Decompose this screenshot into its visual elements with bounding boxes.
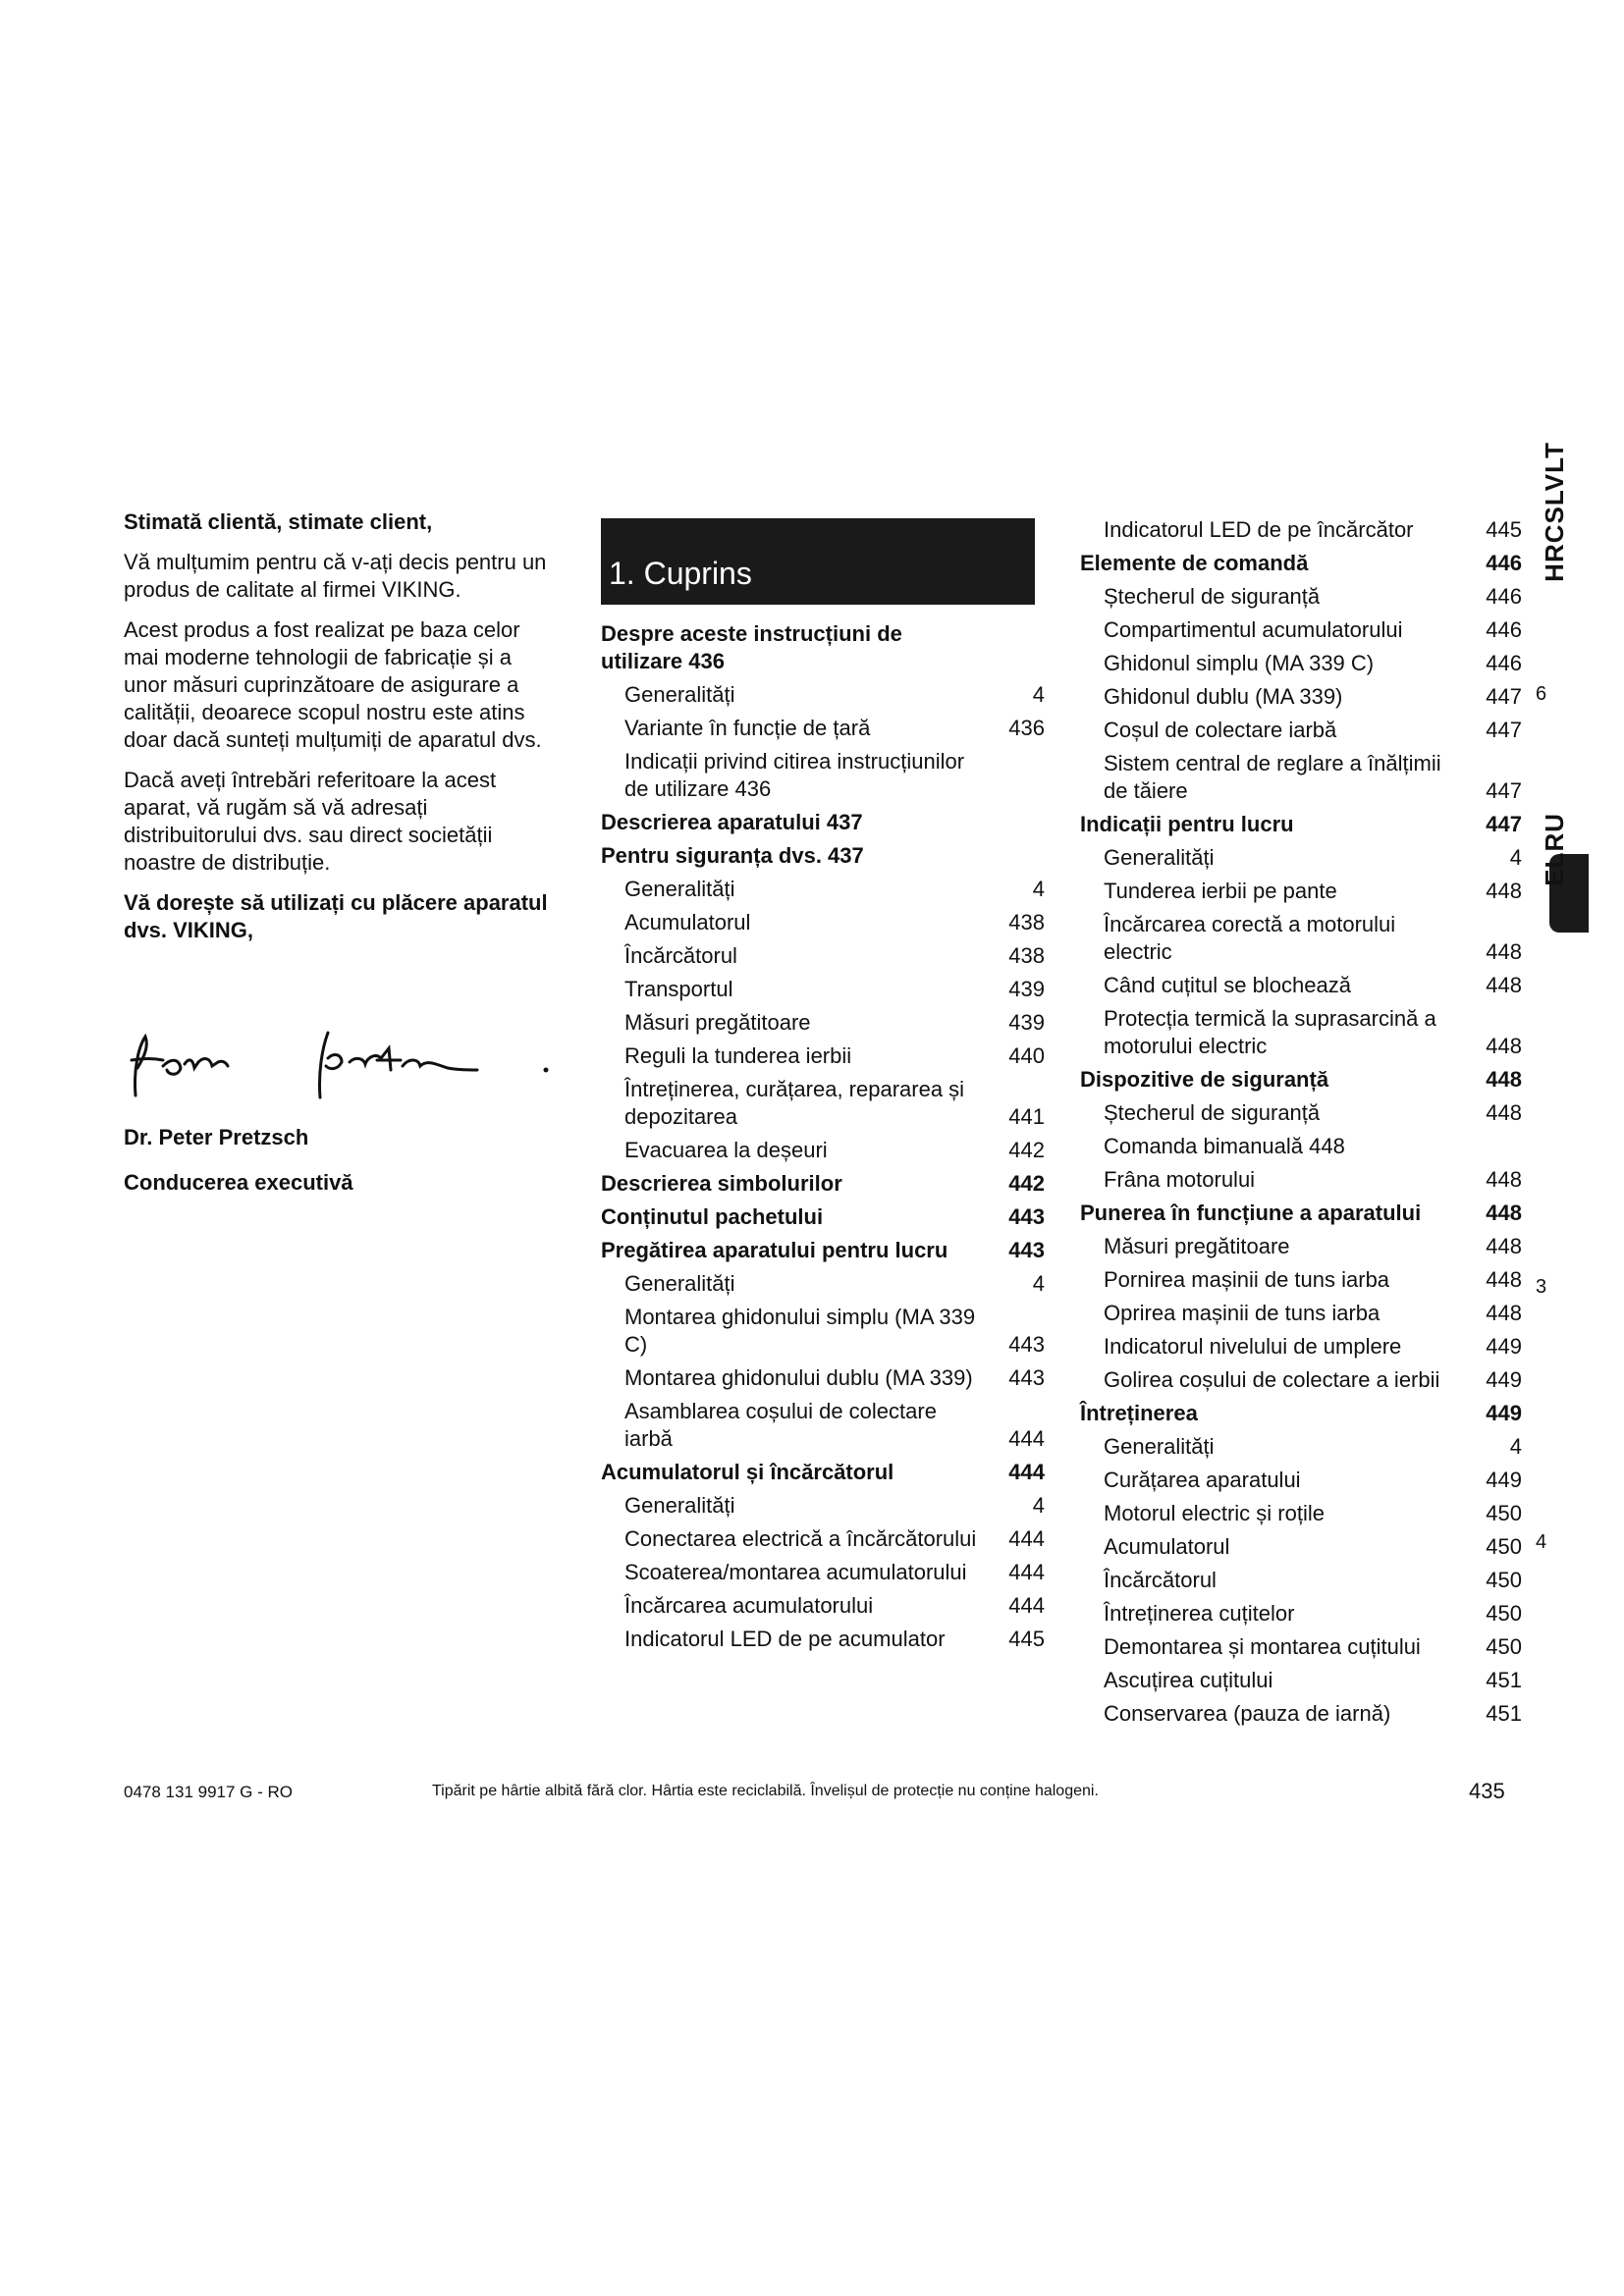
toc-entry xyxy=(601,942,1045,970)
toc-entry xyxy=(601,1398,1045,1453)
toc-entry xyxy=(601,1009,1045,1037)
toc-section xyxy=(601,620,1045,675)
toc-entry-page: 443 xyxy=(1008,1365,1045,1390)
toc-section xyxy=(601,1203,1045,1231)
toc-entry xyxy=(1080,1433,1522,1461)
toc-entry-page: 4 xyxy=(1032,1493,1045,1518)
footer-document-code: 0478 131 9917 G - RO xyxy=(124,1783,294,1801)
greeting: Stimată clientă, stimate client, xyxy=(124,509,433,534)
toc-entry-title: Încărcarea corectă a motorului electric xyxy=(1104,912,1396,964)
toc-entry-page: 450 xyxy=(1486,1534,1522,1559)
toc-entry-title: Pornirea mașinii de tuns iarba xyxy=(1104,1267,1390,1292)
toc-entry-page: 439 xyxy=(1008,1010,1045,1035)
toc-entry-title: Elemente de comandă xyxy=(1080,551,1309,575)
toc-entry xyxy=(601,976,1045,1003)
toc-entry-title: Dispozitive de siguranță xyxy=(1080,1067,1329,1092)
toc-entry xyxy=(601,1592,1045,1620)
toc-entry-page: 448 xyxy=(1486,1067,1522,1092)
toc-entry-title: Conectarea electrică a încărcătorului xyxy=(624,1526,977,1551)
toc-entry-page: 4 xyxy=(1509,845,1522,870)
toc-entry xyxy=(1080,1099,1522,1127)
toc-entry-page: 448 xyxy=(1486,1034,1522,1058)
toc-entry xyxy=(1080,683,1522,711)
toc-entry-page: 439 xyxy=(1008,977,1045,1001)
toc-entry-title: Tunderea ierbii pe pante xyxy=(1104,879,1337,903)
toc-entry xyxy=(1080,1166,1522,1194)
toc-entry-page: 450 xyxy=(1486,1501,1522,1525)
toc-entry-page: 450 xyxy=(1486,1568,1522,1592)
toc-entry-title: Conținutul pachetului xyxy=(601,1204,824,1229)
toc-entry xyxy=(1080,1333,1522,1361)
toc-entry-page: 448 xyxy=(1486,879,1522,903)
toc-section xyxy=(1080,1200,1522,1227)
toc-entry-title: Generalități xyxy=(1104,1434,1215,1459)
paragraph-1: Vă mulțumim pentru că v-ați decis pentru un produs de calitate al firmei VIKING. xyxy=(124,550,547,602)
toc-entry-page: 447 xyxy=(1486,684,1522,709)
toc-entry-page: 4 xyxy=(1509,1434,1522,1459)
toc-section xyxy=(601,842,1045,870)
toc-entry-title: Generalități xyxy=(624,1493,735,1518)
toc-entry-page: 445 xyxy=(1008,1627,1045,1651)
toc-entry xyxy=(601,1364,1045,1392)
toc-entry-page: 446 xyxy=(1486,617,1522,642)
toc-entry xyxy=(601,681,1045,709)
toc-entry xyxy=(601,1076,1045,1131)
toc-entry-title: Acumulatorul xyxy=(624,910,751,934)
toc-entry-page: 447 xyxy=(1486,778,1522,803)
toc-entry xyxy=(1080,878,1522,905)
toc-section xyxy=(601,1170,1045,1198)
toc-entry-page: 449 xyxy=(1486,1334,1522,1359)
toc-entry xyxy=(601,1304,1045,1359)
toc-entry xyxy=(1080,1366,1522,1394)
toc-entry-title: Întreținerea, curățarea, repararea și depozitarea xyxy=(624,1077,965,1129)
toc-entry-title: Pentru siguranța dvs. 437 xyxy=(601,843,864,868)
toc-entry-page: 443 xyxy=(1008,1238,1045,1262)
toc-entry-page: 444 xyxy=(1008,1560,1045,1584)
toc-entry-title: Când cuțitul se blochează xyxy=(1104,973,1351,997)
toc-entry-title: Încărcarea acumulatorului xyxy=(624,1593,874,1618)
toc-entry-page: 438 xyxy=(1008,943,1045,968)
signature xyxy=(124,1019,566,1107)
toc-entry-title: Asamblarea coșului de colectare iarbă xyxy=(624,1399,937,1451)
toc-entry xyxy=(1080,1667,1522,1694)
toc-column-2 xyxy=(1080,516,1522,1734)
side-language-tab-top: HRCSLVLT xyxy=(1540,442,1569,582)
toc-entry xyxy=(1080,583,1522,611)
side-stray-number: 4 xyxy=(1536,1531,1547,1553)
toc-entry xyxy=(1080,972,1522,999)
toc-entry-title: Comanda bimanuală 448 xyxy=(1104,1134,1345,1158)
toc-section xyxy=(601,1459,1045,1486)
toc-section xyxy=(1080,811,1522,838)
toc-entry-title: Indicatorul nivelului de umplere xyxy=(1104,1334,1402,1359)
toc-title: 1. Cuprins xyxy=(609,556,752,591)
toc-entry-page: 448 xyxy=(1486,1301,1522,1325)
toc-entry-title: Motorul electric și roțile xyxy=(1104,1501,1325,1525)
toc-entry-page: 438 xyxy=(1008,910,1045,934)
toc-entry-title: Măsuri pregătitoare xyxy=(624,1010,811,1035)
toc-entry-title: Demontarea și montarea cuțitului xyxy=(1104,1634,1421,1659)
toc-section xyxy=(1080,550,1522,577)
toc-entry-page: 448 xyxy=(1486,939,1522,964)
signer-name: Dr. Peter Pretzsch xyxy=(124,1125,309,1149)
toc-entry-title: Montarea ghidonului simplu (MA 339 C) xyxy=(624,1305,976,1357)
toc-entry-page: 4 xyxy=(1032,682,1045,707)
toc-entry-page: 441 xyxy=(1008,1104,1045,1129)
toc-entry xyxy=(1080,1266,1522,1294)
toc-entry-title: Măsuri pregătitoare xyxy=(1104,1234,1290,1258)
toc-section xyxy=(1080,1400,1522,1427)
toc-entry xyxy=(1080,1300,1522,1327)
toc-entry xyxy=(1080,1233,1522,1260)
toc-entry xyxy=(1080,1633,1522,1661)
letter xyxy=(124,508,556,957)
toc-entry-title: Curățarea aparatului xyxy=(1104,1468,1301,1492)
toc-entry-title: Pregătirea aparatului pentru lucru xyxy=(601,1238,948,1262)
toc-entry-page: 450 xyxy=(1486,1601,1522,1626)
toc-entry xyxy=(1080,516,1522,544)
toc-entry xyxy=(1080,911,1522,966)
paragraph-3: Dacă aveți întrebări referitoare la acest aparat, vă rugăm să vă adresați distribuitorului dvs. sau direct societății noastre de distribuție. xyxy=(124,768,497,875)
toc-entry xyxy=(1080,717,1522,744)
toc-entry xyxy=(1080,1700,1522,1728)
toc-entry-page: 451 xyxy=(1486,1701,1522,1726)
toc-section xyxy=(601,1237,1045,1264)
toc-entry-page: 4 xyxy=(1032,877,1045,901)
toc-entry-page: 448 xyxy=(1486,1234,1522,1258)
toc-entry-page: 4 xyxy=(1032,1271,1045,1296)
paragraph-2: Acest produs a fost realizat pe baza celor mai moderne tehnologii de fabricație și a unor măsuri cuprinzătoare de asigurare a calității, deoarece scopul nostru este atins doar dacă sunteți mulțumiți de aparatul dvs. xyxy=(124,617,542,752)
toc-section xyxy=(601,809,1045,836)
toc-entry-title: Indicații privind citirea instrucțiunilor de utilizare 436 xyxy=(624,749,965,801)
toc-entry xyxy=(601,1525,1045,1553)
toc-entry-title: Sistem central de reglare a înălțimii de tăiere xyxy=(1104,751,1441,803)
toc-entry-page: 446 xyxy=(1486,551,1522,575)
toc-entry-page: 436 xyxy=(1008,716,1045,740)
toc-entry-title: Transportul xyxy=(624,977,733,1001)
page-number: 435 xyxy=(1469,1779,1505,1803)
toc-entry xyxy=(1080,1133,1522,1160)
side-language-tab-bottom: ELRU xyxy=(1540,813,1569,886)
toc-entry-title: Despre aceste instrucțiuni de utilizare 436 xyxy=(601,621,902,673)
toc-entry-title: Punerea în funcțiune a aparatului xyxy=(1080,1201,1422,1225)
toc-entry-page: 445 xyxy=(1486,517,1522,542)
toc-entry xyxy=(601,1270,1045,1298)
toc-entry-title: Montarea ghidonului dublu (MA 339) xyxy=(624,1365,973,1390)
toc-entry-page: 440 xyxy=(1008,1043,1045,1068)
toc-entry xyxy=(1080,750,1522,805)
toc-entry xyxy=(1080,616,1522,644)
toc-entry-title: Indicatorul LED de pe acumulator xyxy=(624,1627,946,1651)
toc-entry-page: 442 xyxy=(1008,1171,1045,1196)
toc-entry-title: Ghidonul dublu (MA 339) xyxy=(1104,684,1343,709)
toc-entry-title: Variante în funcție de țară xyxy=(624,716,871,740)
toc-entry xyxy=(1080,1533,1522,1561)
closing: Vă dorește să utilizați cu plăcere aparatul dvs. VIKING, xyxy=(124,890,548,942)
toc-entry xyxy=(1080,1005,1522,1060)
toc-entry xyxy=(601,748,1045,803)
toc-entry xyxy=(1080,650,1522,677)
toc-entry-title: Acumulatorul xyxy=(1104,1534,1230,1559)
toc-entry-page: 451 xyxy=(1486,1668,1522,1692)
toc-entry-title: Reguli la tunderea ierbii xyxy=(624,1043,852,1068)
toc-entry xyxy=(1080,1567,1522,1594)
toc-entry-page: 443 xyxy=(1008,1204,1045,1229)
toc-entry xyxy=(1080,1500,1522,1527)
toc-entry-page: 449 xyxy=(1486,1468,1522,1492)
toc-entry-title: Indicatorul LED de pe încărcător xyxy=(1104,517,1414,542)
toc-entry-page: 450 xyxy=(1486,1634,1522,1659)
toc-entry-title: Evacuarea la deșeuri xyxy=(624,1138,828,1162)
toc-entry-title: Descrierea simbolurilor xyxy=(601,1171,842,1196)
toc-entry-page: 444 xyxy=(1008,1526,1045,1551)
toc-entry-title: Încărcătorul xyxy=(1104,1568,1217,1592)
signer-title: Conducerea executivă xyxy=(124,1170,353,1195)
toc-entry-page: 448 xyxy=(1486,1267,1522,1292)
toc-entry xyxy=(601,1042,1045,1070)
toc-entry-title: Întreținerea cuțitelor xyxy=(1104,1601,1295,1626)
toc-entry-title: Conservarea (pauza de iarnă) xyxy=(1104,1701,1391,1726)
toc-section xyxy=(1080,1066,1522,1094)
toc-entry-title: Generalități xyxy=(624,877,735,901)
toc-entry-title: Ghidonul simplu (MA 339 C) xyxy=(1104,651,1375,675)
toc-entry-title: Generalități xyxy=(624,682,735,707)
toc-entry-title: Ștecherul de siguranță xyxy=(1104,1100,1321,1125)
toc-entry-title: Coșul de colectare iarbă xyxy=(1104,718,1337,742)
toc-entry-page: 444 xyxy=(1008,1426,1045,1451)
toc-entry-page: 444 xyxy=(1008,1460,1045,1484)
toc-entry-title: Indicații pentru lucru xyxy=(1080,812,1294,836)
toc-entry-page: 448 xyxy=(1486,1167,1522,1192)
toc-entry-page: 446 xyxy=(1486,651,1522,675)
toc-entry xyxy=(1080,844,1522,872)
toc-entry-title: Încărcătorul xyxy=(624,943,737,968)
toc-entry-page: 443 xyxy=(1008,1332,1045,1357)
toc-entry-page: 449 xyxy=(1486,1367,1522,1392)
toc-entry-page: 448 xyxy=(1486,973,1522,997)
toc-entry-page: 446 xyxy=(1486,584,1522,609)
toc-entry-page: 444 xyxy=(1008,1593,1045,1618)
toc-entry xyxy=(1080,1600,1522,1628)
toc-column-1 xyxy=(601,620,1045,1659)
toc-entry-title: Frâna motorului xyxy=(1104,1167,1256,1192)
toc-entry xyxy=(1080,1467,1522,1494)
toc-entry-title: Descrierea aparatului 437 xyxy=(601,810,863,834)
footer-note: Tipărit pe hârtie albită fără clor. Hârtia este reciclabilă. Învelișul de protecție nu conține halogeni. xyxy=(432,1783,1099,1799)
toc-entry xyxy=(601,1626,1045,1653)
toc-entry xyxy=(601,1559,1045,1586)
toc-entry-page: 448 xyxy=(1486,1100,1522,1125)
toc-entry-page: 448 xyxy=(1486,1201,1522,1225)
toc-entry-title: Scoaterea/montarea acumulatorului xyxy=(624,1560,967,1584)
toc-entry xyxy=(601,909,1045,936)
toc-entry-title: Întreținerea xyxy=(1080,1401,1198,1425)
toc-entry-title: Ștecherul de siguranță xyxy=(1104,584,1321,609)
toc-entry-title: Generalități xyxy=(624,1271,735,1296)
toc-entry-title: Protecția termică la suprasarcină a motorului electric xyxy=(1104,1006,1436,1058)
toc-entry-title: Compartimentul acumulatorului xyxy=(1104,617,1403,642)
toc-entry-title: Oprirea mașinii de tuns iarba xyxy=(1104,1301,1380,1325)
toc-entry xyxy=(601,1492,1045,1520)
side-stray-number: 3 xyxy=(1536,1276,1547,1298)
toc-entry-title: Acumulatorul și încărcătorul xyxy=(601,1460,894,1484)
side-stray-number: 6 xyxy=(1536,683,1547,705)
toc-entry-page: 447 xyxy=(1486,718,1522,742)
toc-entry-page: 442 xyxy=(1008,1138,1045,1162)
toc-entry-title: Generalități xyxy=(1104,845,1215,870)
toc-entry-title: Golirea coșului de colectare a ierbii xyxy=(1104,1367,1440,1392)
toc-entry-title: Ascuțirea cuțitului xyxy=(1104,1668,1273,1692)
toc-entry xyxy=(601,876,1045,903)
toc-entry-page: 449 xyxy=(1486,1401,1522,1425)
toc-entry-page: 447 xyxy=(1486,812,1522,836)
toc-entry xyxy=(601,1137,1045,1164)
toc-entry xyxy=(601,715,1045,742)
